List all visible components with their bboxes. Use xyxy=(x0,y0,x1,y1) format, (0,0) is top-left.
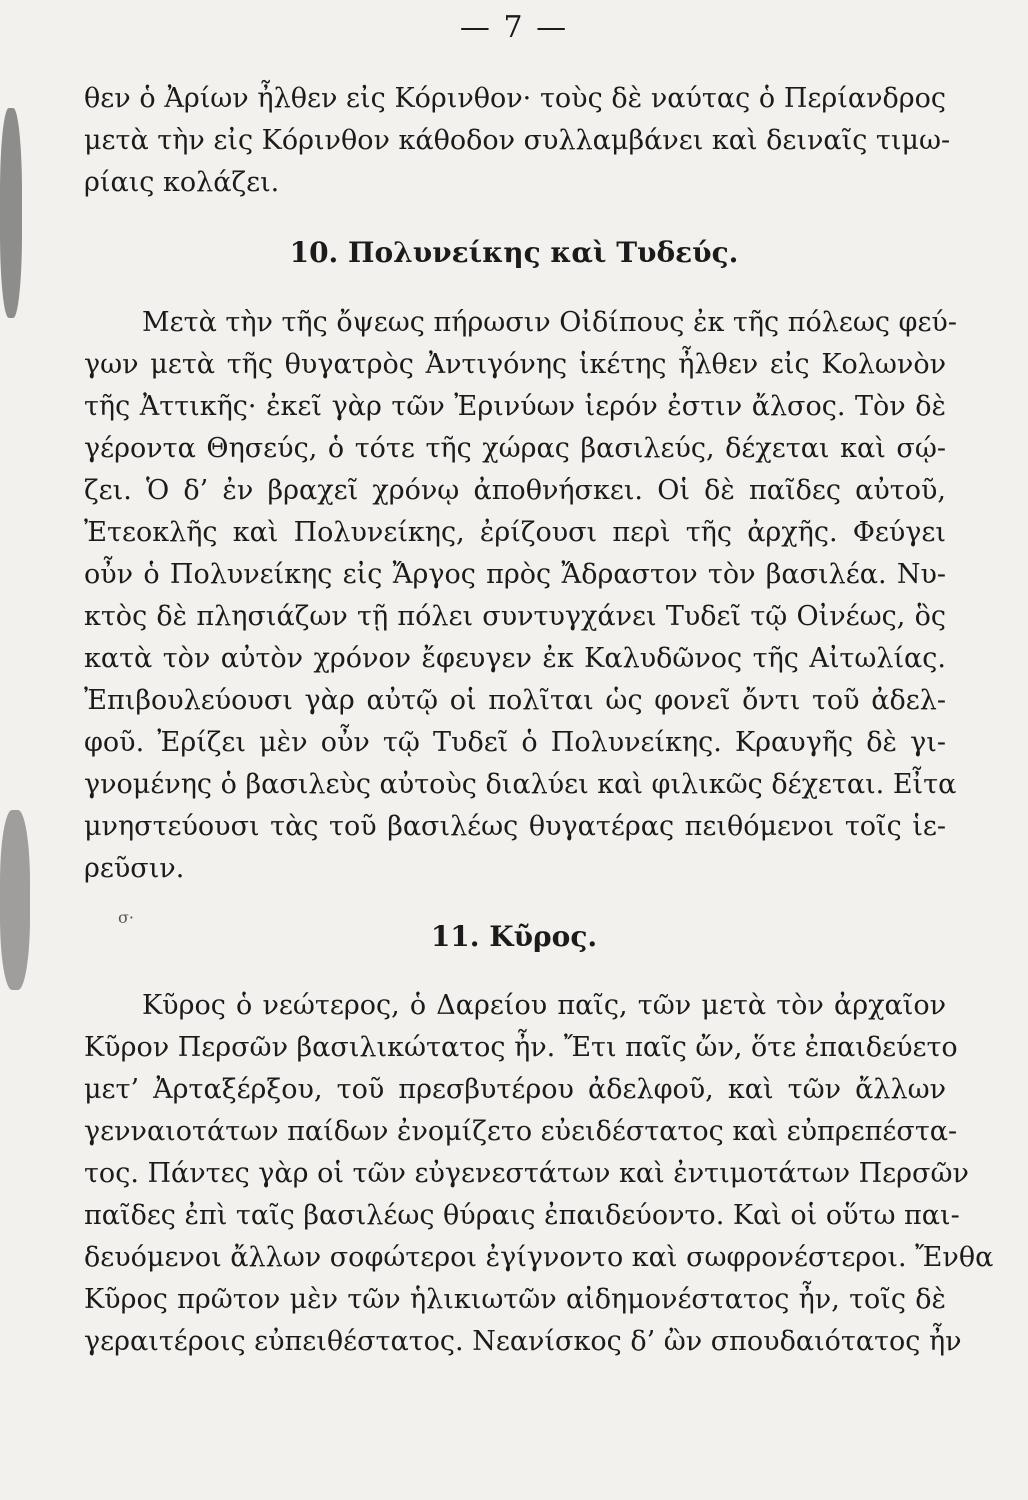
page-edge-stain xyxy=(0,810,30,990)
intro-paragraph xyxy=(84,78,951,204)
text-line: γνομένης ὁ βασιλεὺς αὐτοὺς διαλύει καὶ φιλικῶς δέχεται. Εἶτα xyxy=(84,769,957,800)
text-line: τῆς Ἀττικῆς· ἐκεῖ γὰρ τῶν Ἐρινύων ἱερόν ἐστιν ἄλσος. Τὸν δὲ xyxy=(84,391,946,422)
text-line: Κῦρον Περσῶν βασιλικώτατος ἦν. Ἔτι παῖς ὤν, ὅτε ἐπαιδεύετο xyxy=(84,1032,958,1063)
text-line: ζει. Ὁ δ’ ἐν βραχεῖ χρόνῳ ἀποθνήσκει. Οἱ δὲ παῖδες αὐτοῦ, xyxy=(84,475,946,506)
text-line: δευόμενοι ἄλλων σοφώτεροι ἐγίγνοντο καὶ σωφρονέστεροι. Ἔνθα xyxy=(84,1242,994,1273)
text-line: τος. Πάντες γὰρ οἱ τῶν εὐγενεστάτων καὶ ἐντιμοτάτων Περσῶν xyxy=(84,1158,969,1189)
text-line: Ἐπιβουλεύουσι γὰρ αὐτῷ οἱ πολῖται ὡς φονεῖ ὄντι τοῦ ἀδελ- xyxy=(84,685,946,716)
text-line: κατὰ τὸν αὐτὸν χρόνον ἔφευγεν ἐκ Καλυδῶνος τῆς Αἰτωλίας. xyxy=(84,643,946,674)
text-line: οὖν ὁ Πολυνείκης εἰς Ἄργος πρὸς Ἄδραστον τὸν βασιλέα. Νυ- xyxy=(84,559,946,590)
text-line: μετὰ τὴν εἰς Κόρινθον κάθοδον συλλαμβάνει καὶ δειναῖς τιμω- xyxy=(84,125,951,156)
text-line: Κῦρος ὁ νεώτερος, ὁ Δαρείου παῖς, τῶν μετὰ τὸν ἀρχαῖον xyxy=(142,990,946,1021)
text-line: θεν ὁ Ἀρίων ἦλθεν εἰς Κόρινθον· τοὺς δὲ ναύτας ὁ Περίανδρος xyxy=(84,83,946,114)
text-line: γέροντα Θησεύς, ὁ τότε τῆς χώρας βασιλεύς, δέχεται καὶ σῴ- xyxy=(84,433,946,464)
text-line: μνηστεύουσι τὰς τοῦ βασιλέως θυγατέρας πειθόμενοι τοῖς ἱε- xyxy=(84,811,946,842)
text-line: φοῦ. Ἐρίζει μὲν οὖν τῷ Τυδεῖ ὁ Πολυνείκης. Κραυγῆς δὲ γι- xyxy=(84,727,946,758)
text-line: Μετὰ τὴν τῆς ὄψεως πήρωσιν Οἰδίπους ἐκ τῆς πόλεως φεύ- xyxy=(142,307,957,338)
text-line: παῖδες ἐπὶ ταῖς βασιλέως θύραις ἐπαιδεύοντο. Καὶ οἱ οὕτω παι- xyxy=(84,1200,960,1231)
text-line: Κῦρος πρῶτον μὲν τῶν ἡλικιωτῶν αἰδημονέστατος ἦν, τοῖς δὲ xyxy=(84,1284,946,1315)
text-line: ρεῦσιν. xyxy=(84,853,185,884)
text-line: μετ’ Ἀρταξέρξου, τοῦ πρεσβυτέρου ἀδελφοῦ, καὶ τῶν ἄλλων xyxy=(84,1074,946,1105)
section-10-paragraph xyxy=(84,302,957,890)
section-heading-11: 11. Κῦρος. xyxy=(430,920,598,953)
page-number: — 7 — xyxy=(459,10,569,45)
section-11-paragraph xyxy=(84,985,994,1363)
page-edge-stain xyxy=(0,108,22,318)
section-heading-10: 10. Πολυνείκης καὶ Τυδεύς. xyxy=(289,236,739,269)
text-line: κτὸς δὲ πλησιάζων τῇ πόλει συντυγχάνει Τυδεῖ τῷ Οἰνέως, ὃς xyxy=(84,601,946,632)
text-line: Ἐτεοκλῆς καὶ Πολυνείκης, ἐρίζουσι περὶ τῆς ἀρχῆς. Φεύγει xyxy=(84,517,946,548)
stray-print-mark: σ· xyxy=(118,908,135,927)
text-line: γενναιοτάτων παίδων ἐνομίζετο εὐειδέστατος καὶ εὐπρεπέστα- xyxy=(84,1116,958,1147)
text-line: γεραιτέροις εὐπειθέστατος. Νεανίσκος δ’ ὢν σπουδαιότατος ἦν xyxy=(84,1326,962,1357)
text-line: γων μετὰ τῆς θυγατρὸς Ἀντιγόνης ἱκέτης ἦλθεν εἰς Κολωνὸν xyxy=(84,349,946,380)
text-line: ρίαις κολάζει. xyxy=(84,167,280,198)
